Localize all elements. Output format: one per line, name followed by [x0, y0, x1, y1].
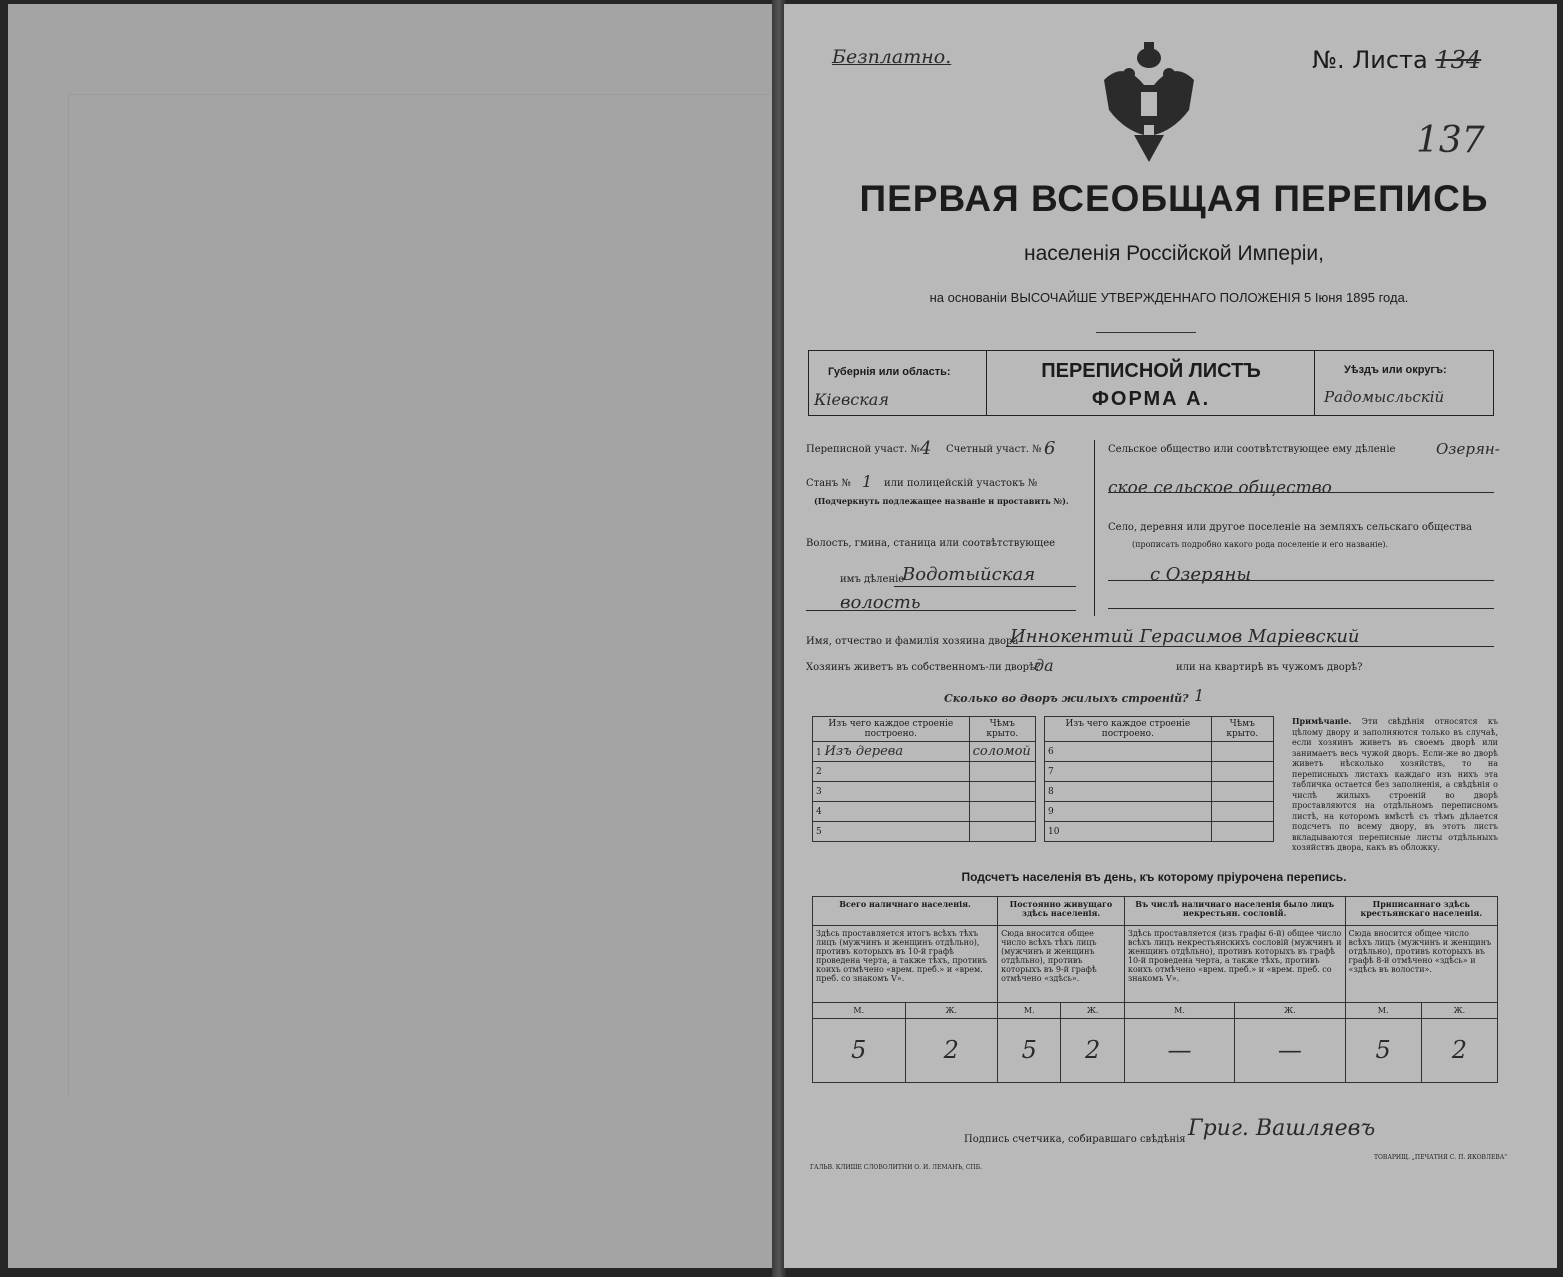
police-label: или полицейскій участокъ №: [884, 478, 1038, 489]
village-label: Село, деревня или другое поселеніе на земляхъ сельскаго общества: [1108, 522, 1472, 533]
volost-value-2: волость: [840, 592, 921, 613]
census-form-page: [784, 4, 1557, 1268]
society-value: Озерян-: [1436, 440, 1500, 458]
sheet-number-struck: 134: [1435, 46, 1482, 74]
signature-value: Григ. Вашляевъ: [1188, 1116, 1376, 1141]
buildings-table-left: Изъ чего каждое строеніе построено. Чѣмъ крыто. 1 Изъ дерева соломой 2 3 4 5: [812, 716, 1036, 842]
uezd-value: Радомысльскій: [1324, 388, 1445, 406]
volost-label-2: имъ дѣленіе: [840, 574, 905, 585]
gubernia-value: Кіевская: [814, 390, 889, 409]
title-sub: населенія Россійской Имперіи,: [1024, 242, 1324, 265]
buildings-table-right: Изъ чего каждое строеніе построено. Чѣмъ крыто. 6 7 8 9 10: [1044, 716, 1274, 842]
free-label: Безплатно.: [832, 46, 952, 68]
printer-left: ГАЛЬВ. КЛИШЕ СЛОВОЛИТНИ О. И. ЛЕМАНЪ, СПБ.: [810, 1164, 983, 1171]
gubernia-label: Губернія или область:: [828, 366, 951, 378]
uchast-label: Переписной участ. №: [806, 444, 920, 455]
apartment-label: или на квартирѣ въ чужомъ дворѣ?: [1176, 662, 1363, 673]
schet-value: 6: [1044, 438, 1056, 459]
buildings-value: 1: [1194, 686, 1205, 705]
volost-label: Волость, гмина, станица или соотвѣтствующее: [806, 538, 1056, 549]
sheet-label: №. Листа 134: [1312, 46, 1482, 74]
volost-value: Водотыйская: [902, 564, 1036, 585]
lives-label: Хозяинъ живетъ въ собственномъ-ли дворѣ?: [806, 662, 1041, 673]
imperial-eagle-emblem: [1094, 40, 1204, 164]
note-block: Примѣчаніе. Эти свѣдѣнія относятся къ цѣлому двору и заполняются только въ случаѣ, если хозяинъ живетъ въ своемъ дворѣ или занимаетъ весь чужой дворъ. Если-же во дворѣ живетъ нѣсколько хозяйствъ, то на переписныхъ листахъ каждаго изъ нихъ эта табличка остается без заполненія, а свѣдѣнія о числѣ жилыхъ строеній во дворѣ проставляются на отдѣльномъ переписномъ листѣ, на которомъ вмѣстѣ съ тѣмъ дѣлается подсчетъ по всему двору, въ этотъ листъ вкладываются переписные листы отдѣльныхъ хозяйствъ двора, какъ въ обложку.: [1292, 716, 1498, 852]
owner-value: Иннокентий Герасимов Марiевский: [1010, 626, 1360, 647]
left-page-blank: [8, 4, 776, 1268]
stan-label: Станъ №: [806, 478, 851, 489]
form-subtitle: ФОРМА А.: [1091, 388, 1211, 410]
uchast-value: 4: [920, 438, 932, 459]
society-value-2: ское сельское общество: [1108, 478, 1332, 498]
count-title: Подсчетъ населенія въ день, къ которому пріурочена перепись.: [961, 870, 1347, 884]
printer-right: ТОВАРИЩ. „ПЕЧАТНЯ С. П. ЯКОВЛЕВА": [1374, 1154, 1508, 1161]
form-title: ПЕРЕПИСНОЙ ЛИСТЪ: [1041, 360, 1261, 382]
owner-label: Имя, отчество и фамилія хозяина двора: [806, 636, 1019, 647]
lives-value: да: [1034, 656, 1054, 675]
village-note: (прописать подробно какого рода поселеніе и его названіе).: [1132, 540, 1388, 549]
title-basis: на основаніи ВЫСОЧАЙШЕ УТВЕРЖДЕННАГО ПОЛОЖЕНІЯ 5 Іюня 1895 года.: [929, 290, 1409, 305]
sheet-number-handwritten: 137: [1416, 120, 1485, 161]
population-count-table: Всего наличнаго населенія. Постоянно живущаго здѣсь населенія. Въ числѣ наличнаго населенія было лицъ некрестьян. сословій. Приписаннаго здѣсь крестьянскаго населенія. Здѣсь проставляется итогъ всѣхъ тѣхъ лицъ (мужчинъ и женщинъ отдѣльно), противъ которыхъ въ 10-й графѣ проведена черта, а также тѣхъ, противъ коихъ отмѣчено «врем. преб.» и «врем. преб. со знакомъ V». Сюда вносится общее число всѣхъ тѣхъ лицъ (мужчинъ и женщинъ отдѣльно), противъ которыхъ въ 9-й графѣ отмѣчено «здѣсь». Здѣсь проставляется (изъ графы 6-й) общее число всѣхъ лицъ некрестьянскихъ сословій (мужчинъ и женщинъ отдѣльно), противъ которыхъ въ графѣ 10-й проведена черта, а также тѣхъ, противъ коихъ отмѣчено «врем. преб.» и «врем. преб. со знакомъ V». Сюда вносится общее число всѣхъ лицъ (мужчинъ и женщинъ отдѣльно), противъ которыхъ въ графѣ 8-й отмѣчено «здѣсь» и «здѣсь въ волости». М. Ж. М. Ж. М. Ж. М. Ж. 5 2 5 2 — — 5 2: [812, 896, 1498, 1083]
ornament-divider: [1096, 332, 1196, 333]
stan-value: 1: [862, 472, 873, 491]
uezd-label: Уѣздъ или округъ:: [1344, 364, 1447, 376]
buildings-label: Сколько во дворъ жилыхъ строеній?: [944, 692, 1189, 705]
signature-label: Подпись счетчика, собиравшаго свѣдѣнія: [964, 1134, 1186, 1145]
schet-label: Счетный участ. №: [946, 444, 1042, 455]
village-value: с Озеряны: [1150, 564, 1251, 585]
title-main: ПЕРВАЯ ВСЕОБЩАЯ ПЕРЕПИСЬ: [859, 178, 1489, 219]
society-label: Сельское общество или соотвѣтствующее ему дѣленіе: [1108, 444, 1396, 455]
underline-note: (Подчеркнуть подлежащее названіе и проставить №).: [814, 496, 1069, 506]
